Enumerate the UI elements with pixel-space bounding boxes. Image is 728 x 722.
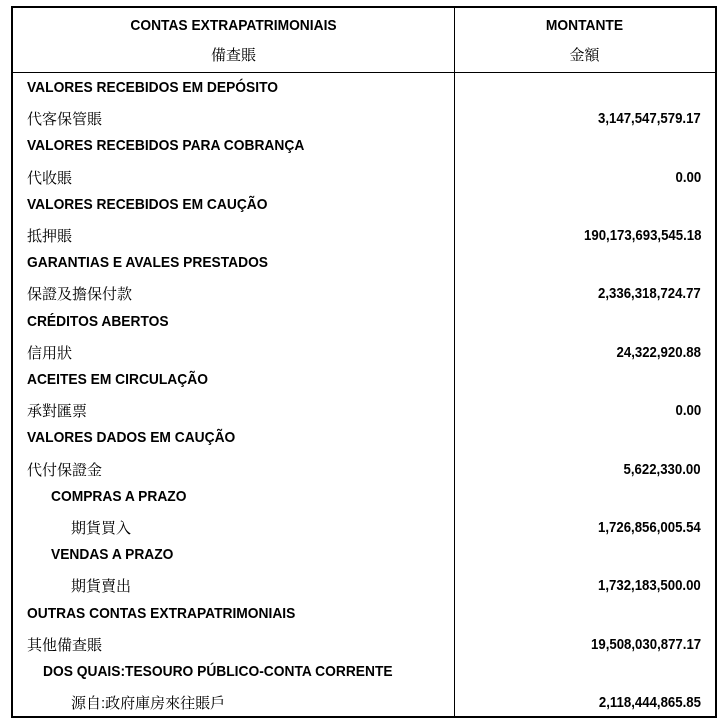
account-label-pt: VALORES RECEBIDOS PARA COBRANÇA [27, 137, 305, 155]
amount-value: 190,173,693,545.18 [583, 227, 701, 244]
account-label-pt: DOS QUAIS:TESOURO PÚBLICO-CONTA CORRENTE [43, 663, 393, 680]
table-row [13, 250, 715, 279]
account-label-pt: ACEITES EM CIRCULAÇÃO [27, 371, 208, 388]
header-amount-cn: 金額 [569, 47, 600, 64]
account-label-pt: VALORES RECEBIDOS EM DEPÓSITO [27, 79, 279, 96]
table-row [13, 221, 715, 250]
header-accounts-pt: CONTAS EXTRAPATRIMONIAIS [130, 17, 337, 34]
amount-value: 24,322,920.88 [616, 343, 701, 361]
account-label-pt: VALORES DADOS EM CAUÇÃO [27, 429, 236, 447]
header-divider [13, 72, 715, 73]
table-row [13, 484, 715, 513]
table-row [13, 630, 715, 659]
table-row [13, 338, 715, 367]
account-label-pt: OUTRAS CONTAS EXTRAPATRIMONIAIS [27, 604, 296, 622]
table-row [13, 75, 715, 104]
amount-value: 1,726,856,005.54 [598, 519, 701, 536]
account-label-cn: 代收賬 [27, 169, 73, 187]
table-row [13, 688, 715, 717]
table-row [13, 571, 715, 600]
amount-value: 3,147,547,579.17 [598, 110, 701, 128]
account-label-cn: 信用狀 [27, 344, 73, 362]
account-label-cn: 期貨買入 [71, 520, 132, 537]
account-label-pt: COMPRAS A PRAZO [51, 487, 187, 505]
amount-value: 5,622,330.00 [623, 460, 701, 478]
account-label-pt: CRÉDITOS ABERTOS [27, 312, 169, 330]
header-amount-pt: MONTANTE [545, 17, 624, 34]
account-label-pt: VALORES RECEBIDOS EM CAUÇÃO [27, 195, 268, 213]
account-label-cn: 代客保管賬 [27, 111, 103, 129]
table-row [13, 601, 715, 630]
account-label-cn: 保證及擔保付款 [27, 286, 133, 304]
account-label-cn: 源自:政府庫房來往賬戶 [71, 695, 226, 713]
amount-value: 19,508,030,877.17 [590, 635, 701, 653]
account-label-cn: 期貨賣出 [71, 578, 132, 596]
table-row [13, 133, 715, 162]
table-row [13, 455, 715, 484]
account-label-pt: VENDAS A PRAZO [51, 546, 174, 564]
accounts-table [11, 6, 717, 718]
table-row [13, 659, 715, 688]
account-label-cn: 其他備查賬 [27, 636, 103, 654]
table-row [13, 163, 715, 192]
table-row [13, 367, 715, 396]
amount-value: 2,336,318,724.77 [598, 285, 701, 303]
table-row [13, 396, 715, 425]
amount-value: 2,118,444,865.85 [598, 694, 701, 712]
amount-value: 0.00 [675, 168, 701, 186]
table-row [13, 309, 715, 338]
table-row [13, 104, 715, 133]
amount-value: 0.00 [675, 402, 701, 420]
table-row [13, 279, 715, 308]
account-label-cn: 承對匯票 [27, 403, 88, 421]
account-label-pt: GARANTIAS E AVALES PRESTADOS [27, 254, 269, 272]
header-accounts-cn: 備查賬 [210, 47, 256, 64]
amount-value: 1,732,183,500.00 [598, 577, 701, 595]
account-label-cn: 抵押賬 [27, 228, 73, 245]
account-label-cn: 代付保證金 [27, 461, 103, 479]
table-row [13, 513, 715, 542]
table-row [13, 425, 715, 454]
table-row [13, 192, 715, 221]
table-row [13, 542, 715, 571]
